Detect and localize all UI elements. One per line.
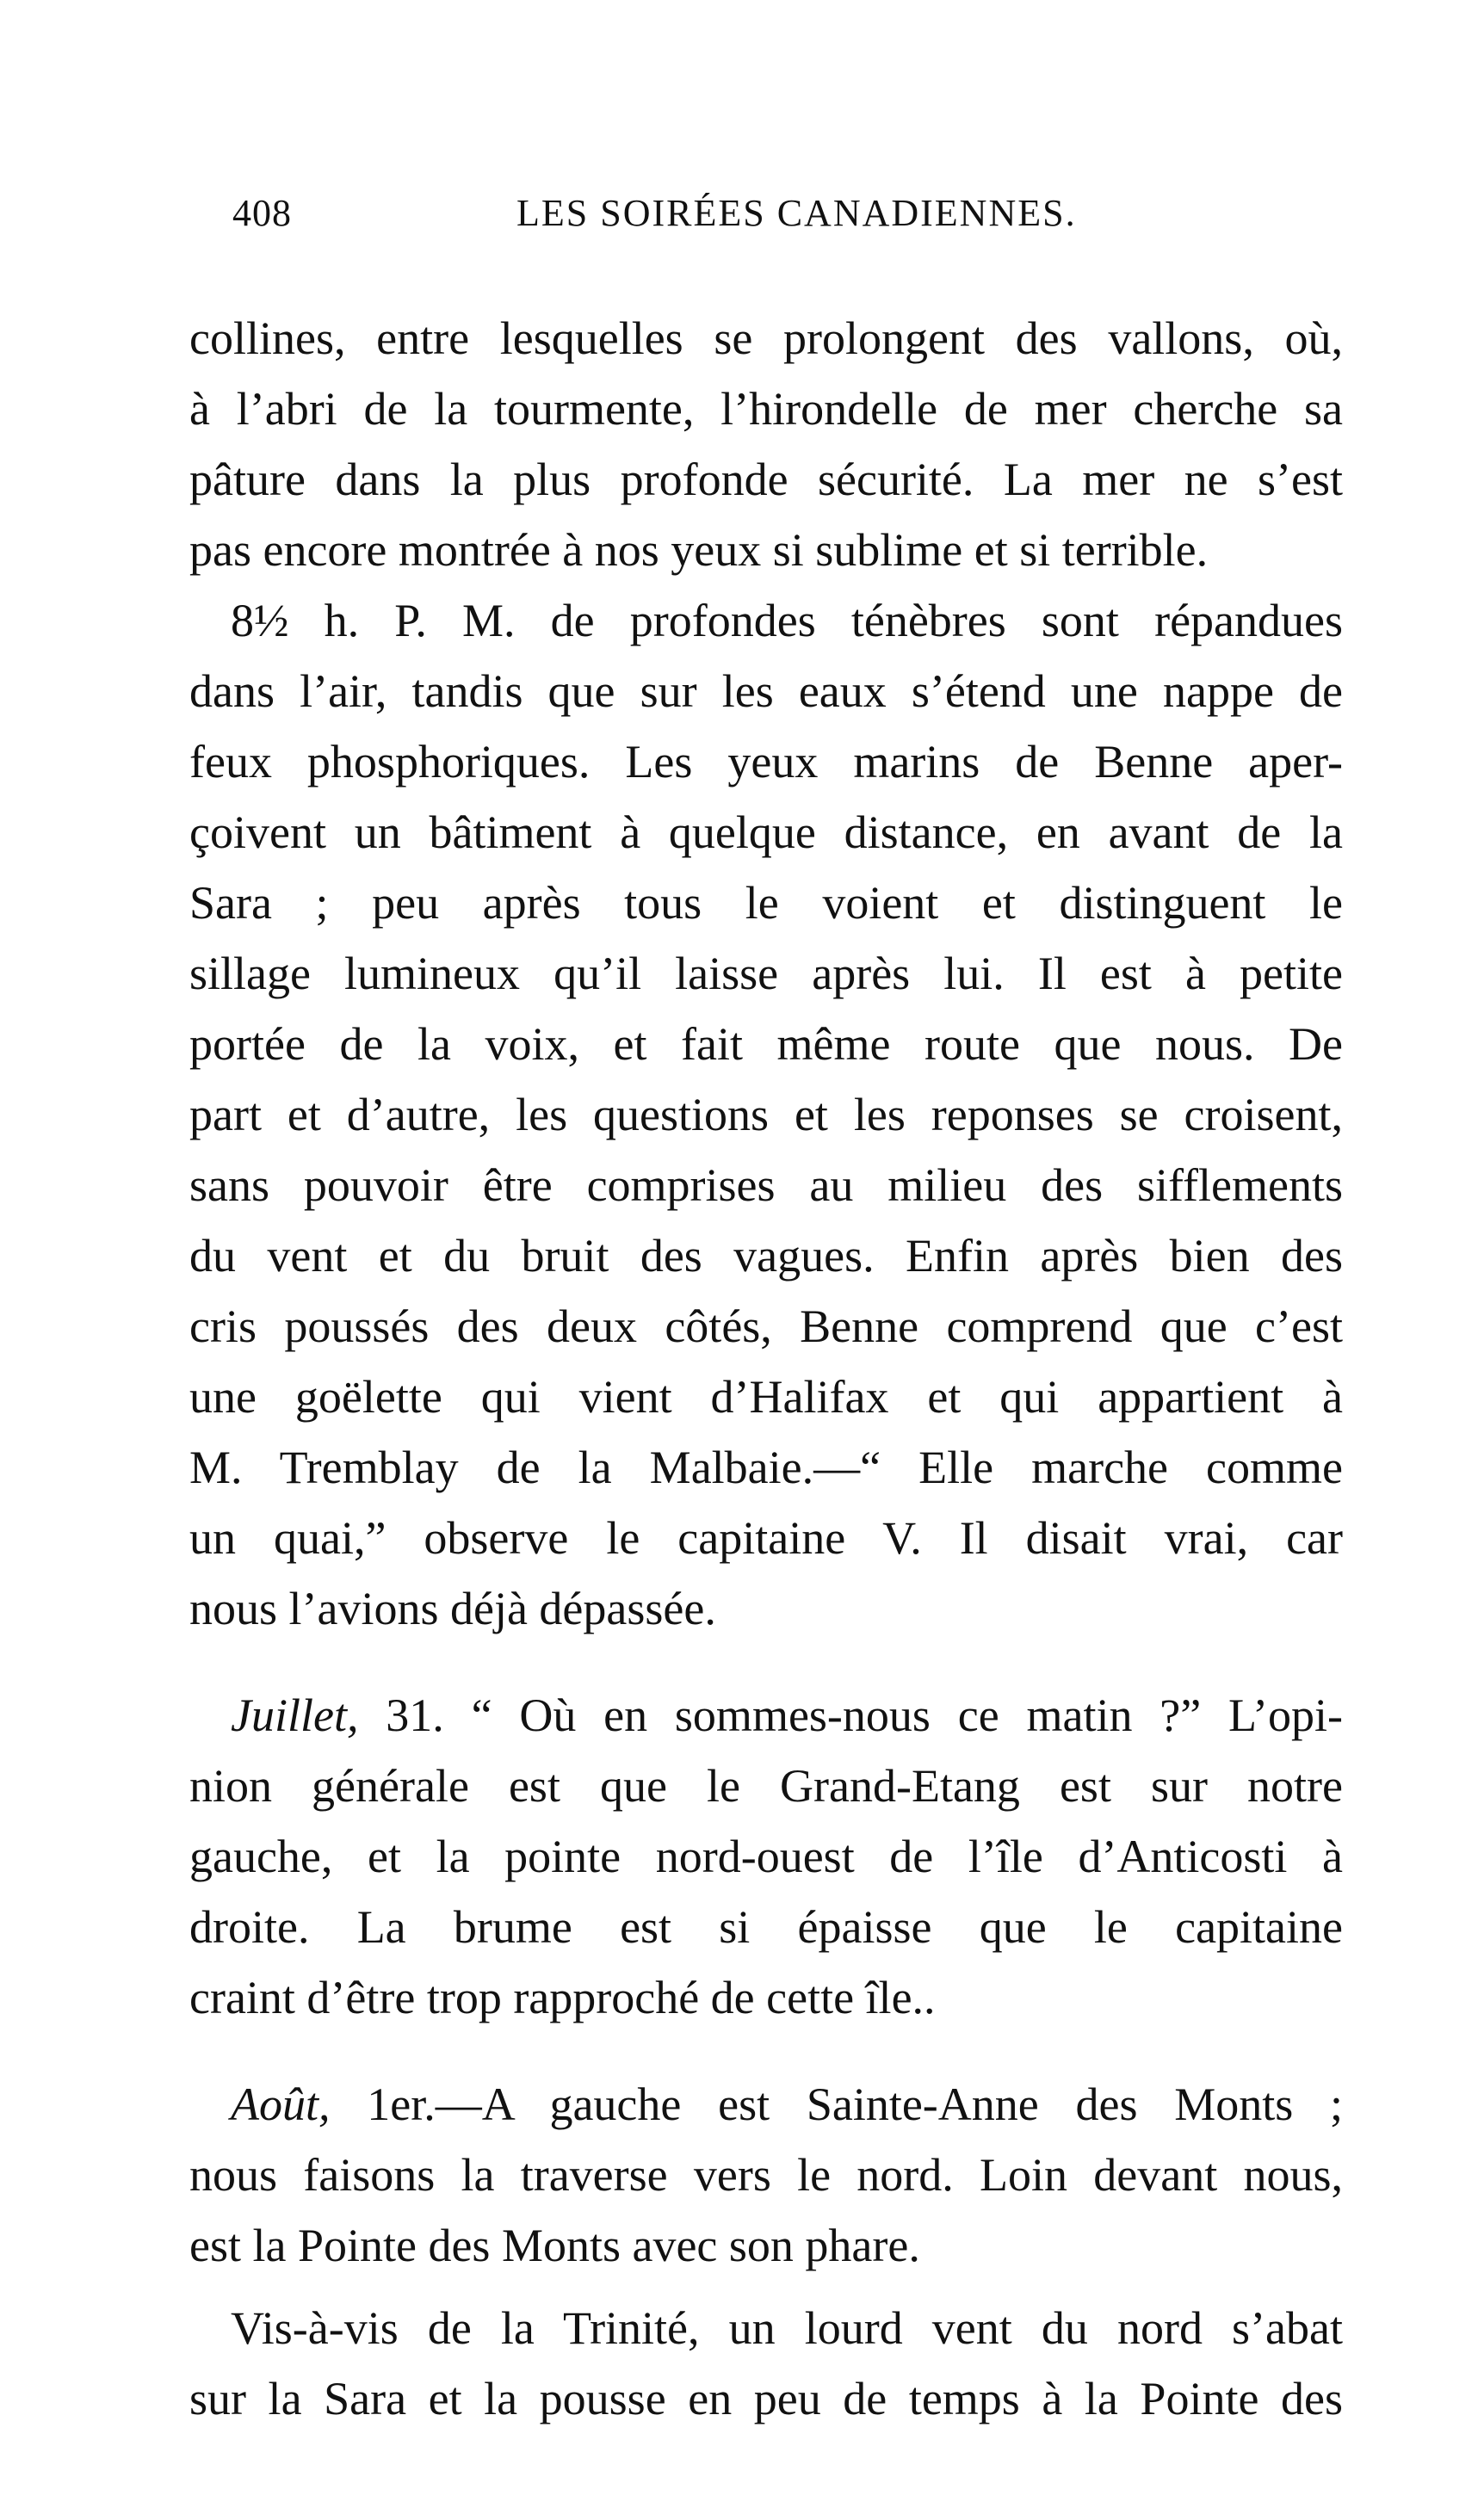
text-line: nous faisons la traverse vers le nord. Loin devant nous, (189, 2149, 1343, 2201)
text-line: du vent et du bruit des vagues. Enfin après bien des (189, 1230, 1343, 1282)
text-line: gauche, et la pointe nord-ouest de l’île d’Anticosti à (189, 1831, 1343, 1882)
page-number: 408 (232, 192, 292, 234)
text-line: 8½ h. P. M. de profondes ténèbres sont répandues (231, 595, 1343, 646)
paragraph-2 (189, 585, 1343, 1644)
text-line: Vis-à-vis de la Trinité, un lourd vent du nord s’abat (231, 2302, 1343, 2354)
body-text (189, 303, 1343, 2434)
text-line: est la Pointe des Monts avec son phare. (189, 2220, 920, 2271)
text-line: un quai,” observe le capitaine V. Il disait vrai, car (189, 1512, 1343, 1564)
text-line: collines, entre lesquelles se prolongent des vallons, où, (189, 312, 1343, 364)
text-line: sillage lumineux qu’il laisse après lui. Il est à petite (189, 948, 1343, 999)
text-line: une goëlette qui vient d’Halifax et qui appartient à (189, 1371, 1343, 1423)
text-line: sur la Sara et la pousse en peu de temps à la Pointe des (189, 2373, 1343, 2424)
book-title: LES SOIRÉES CANADIENNES. (516, 192, 1077, 234)
text-line: feux phosphoriques. Les yeux marins de Benne aper- (189, 736, 1343, 788)
text-line: Sara ; peu après tous le voient et distinguent le (189, 877, 1343, 929)
text-line: part et d’autre, les questions et les reponses se croisent, (189, 1089, 1343, 1140)
date-heading: Juillet, (231, 1689, 359, 1741)
text-line: pas encore montrée à nos yeux si sublime et si terrible. (189, 524, 1209, 576)
date-heading: Août, (231, 2078, 331, 2130)
running-head (232, 191, 1317, 260)
paragraph-1 (189, 303, 1343, 585)
text-line: M. Tremblay de la Malbaie.—“ Elle marche comme (189, 1442, 1343, 1493)
text-line: cris poussés des deux côtés, Benne comprend que c’est (189, 1300, 1343, 1352)
text-line: portée de la voix, et fait même route que nous. De (189, 1018, 1343, 1070)
text-line: nous l’avions déjà dépassée. (189, 1583, 716, 1634)
text-line: craint d’être trop rapproché de cette île.. (189, 1972, 936, 2023)
text-fragment: 1er.—A gauche est Sainte-Anne des Monts ; (330, 2078, 1343, 2130)
text-line (189, 2069, 1343, 2140)
text-line: nion générale est que le Grand-Etang est sur notre (189, 1760, 1343, 1812)
text-line: droite. La brume est si épaisse que le capitaine (189, 1901, 1343, 1953)
paragraph-4 (189, 2069, 1343, 2281)
paragraph-3 (189, 1680, 1343, 2033)
text-line: dans l’air, tandis que sur les eaux s’étend une nappe de (189, 665, 1343, 717)
text-line: à l’abri de la tourmente, l’hirondelle de mer cherche sa (189, 383, 1343, 435)
text-line: sans pouvoir être comprises au milieu des sifflements (189, 1159, 1343, 1211)
text-fragment: 31. “ Où en sommes-nous ce matin ?” L’opi- (358, 1689, 1343, 1741)
text-line: pâture dans la plus profonde sécurité. La mer ne s’est (189, 454, 1343, 505)
text-line: çoivent un bâtiment à quelque distance, en avant de la (189, 806, 1343, 858)
text-line (189, 1680, 1343, 1751)
paragraph-5 (189, 2293, 1343, 2434)
